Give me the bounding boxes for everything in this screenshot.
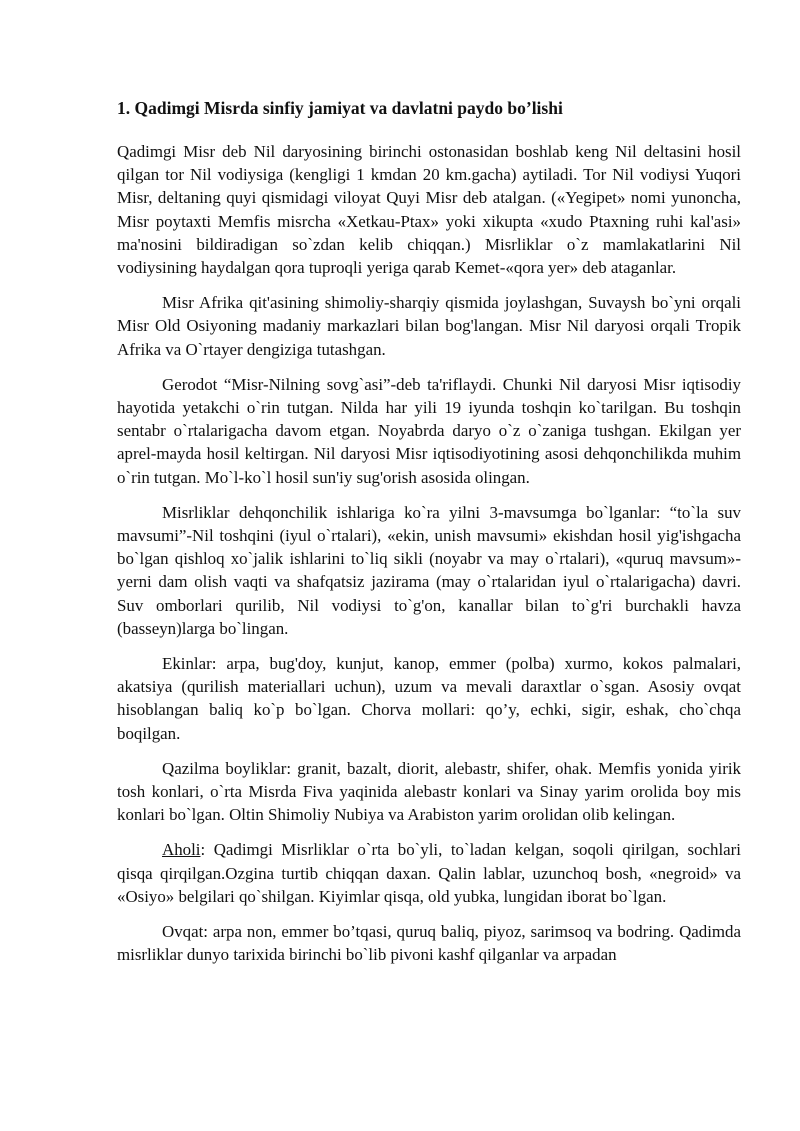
- paragraph-nile: Gerodot “Misr-Nilning sovg`asi”-deb ta'riflaydi. Chunki Nil daryosi Misr iqtisodiy hayotida yetakchi o`rin tutgan. Nilda har yili 19 iyunda toshqin ko`tarilgan. Bu toshqin sentabr o`rtalarigacha davom etgan. Noyabrda daryo o`z o`zaniga tushgan. Ekilgan yer aprel-mayda hosil keltirgan. Nil daryosi Misr iqtisodiyotining asosi dehqonchilikda muhim o`rin tutgan. Mo`l-ko`l hosil sun'iy sug'orish asosida olingan.: [117, 374, 741, 487]
- paragraph-minerals: Qazilma boyliklar: granit, bazalt, diorit, alebastr, shifer, ohak. Memfis yonida yirik tosh konlari, o`rta Misrda Fiva yaqinida alebastr konlari va Sinay yarim orolida boy mis konlari bo`lgan. Oltin Shimoliy Nubiya va Arabiston yarim orolidan olib kelingan.: [117, 758, 741, 825]
- paragraph-food: Ovqat: arpa non, emmer bo’tqasi, quruq baliq, piyoz, sarimsoq va bodring. Qadimda misrliklar dunyo tarixida birinchi bo`lib pivoni kashf qilganlar va arpadan: [117, 922, 741, 965]
- population-lead: Aholi: [162, 840, 201, 860]
- paragraph-seasons: Misrliklar dehqonchilik ishlariga ko`ra yilni 3-mavsumga bo`lganlar: “to`la suv mavsumi”-Nil toshqini (iyul o`rtalari), «ekin, unish mavsumi» ekishdan hosil yig'ishgacha bo`lgan qishloq xo`jalik ishlarini to`liq sikli (noyabr va may o`rtalari), «quruq mavsum»-yerni dam olish vaqti va shafqatsiz jazirama (may o`rtalaridan iyul o`rtalarigacha) davri. Suv omborlari qurilib, Nil vodiysi to`g'on, kanallar bilan to`g'ri burchakli havza (basseyn)larga bo`lingan.: [117, 502, 741, 638]
- paragraph-crops: Ekinlar: arpa, bug'doy, kunjut, kanop, emmer (polba) xurmo, kokos palmalari, akatsiya (qurilish materiallari uchun), uzum va mevali daraxtlar o`sgan. Asosiy ovqat hisoblangan baliq ko`p bo`lgan. Chorva mollari: qo’y, echki, sigir, eshak, cho`chqa boqilgan.: [117, 654, 741, 743]
- population-text: : Qadimgi Misrliklar o`rta bo`yli, to`ladan kelgan, soqoli qirilgan, sochlari qisqa qirqilgan.Ozgina turtib chiqqan daxan. Qalin lablar, uzunchoq bosh, «negroid» va «Osiyo» belgilari qo`shilgan. Kiyimlar qisqa, old yubka, lungidan iborat bo`lgan.: [117, 840, 741, 906]
- paragraph-geography: Misr Afrika qit'asining shimoliy-sharqiy qismida joylashgan, Suvaysh bo`yni orqali Misr Old Osiyoning madaniy markazlari bilan bog'langan. Misr Nil daryosi orqali Tropik Afrika va O`rtayer dengiziga tutashgan.: [117, 293, 741, 359]
- document-body: [117, 140, 741, 967]
- document-title: 1. Qadimgi Misrda sinfiy jamiyat va davlatni paydo bo’lishi: [117, 98, 563, 118]
- paragraph-intro: Qadimgi Misr deb Nil daryosining birinchi ostonasidan boshlab keng Nil deltasini hosil qilgan tor Nil vodiysiga (kengligi 1 kmdan 20 km.gacha) aytiladi. Tor Nil vodiysi Yuqori Misr, deltaning quyi qismidagi viloyat Quyi Misr deb atalgan. («Yegipet» nomi yunoncha, Misr poytaxti Memfis misrcha «Xetkau-Ptax» yoki xikupta «xudo Ptaxning ruhi kal'asi» ma'nosini bildiradigan so`zdan kelib chiqqan.) Misrliklar o`z mamlakatlarini Nil vodiysining haydalgan qora tuproqli yeriga qarab Kemet-«qora yer» deb ataganlar.: [117, 142, 741, 278]
- paragraph-population: [117, 838, 741, 908]
